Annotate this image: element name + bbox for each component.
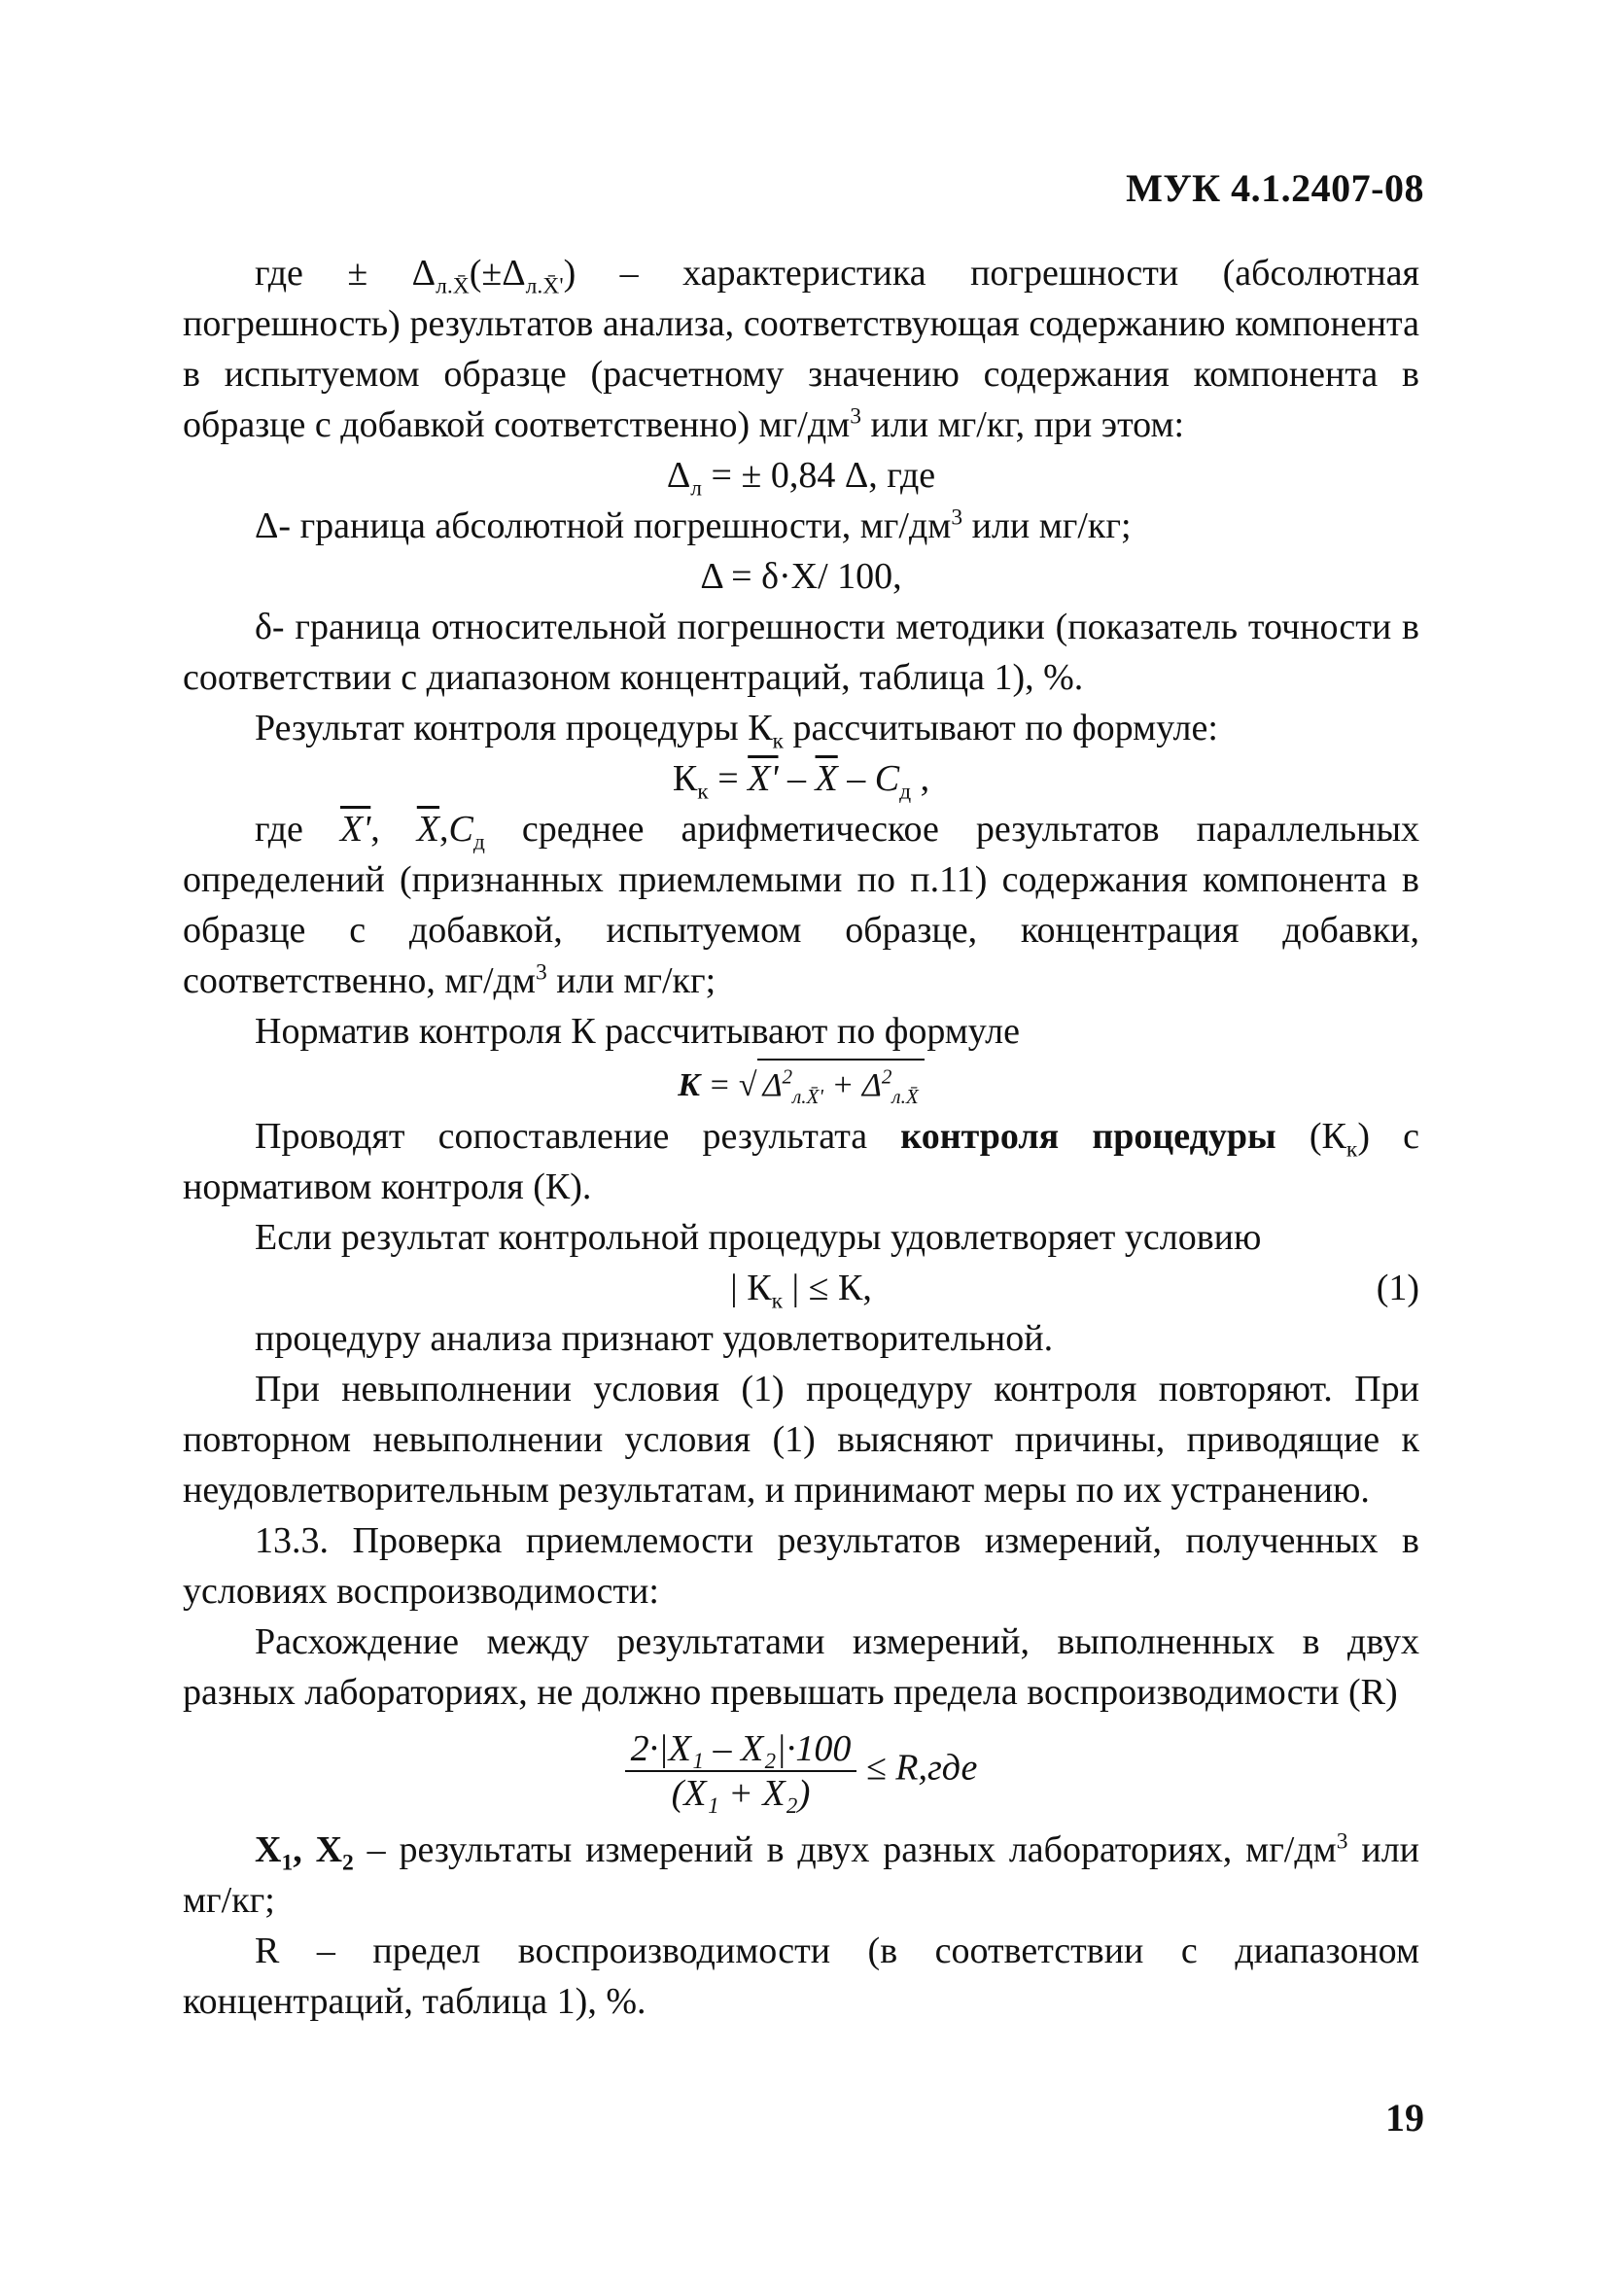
formula-k-sqrt [183, 1057, 1419, 1111]
formula-delta: Δ = δ·X/ 100, [700, 556, 902, 597]
paragraph-mean-definition: где X', $\overline{X},C_д$ среднее арифметическое результатов параллельных определений (признанных приемлемыми по п.11) содержания компонента в образце с добавкой, испытуемом образце, концентрация добавки, соответственно, $мг/дм^3$ или мг/кг; [183, 809, 1419, 1001]
paragraph-absolute-error-definition: где ± $\Delta_{л.X̄}(\pm\Delta_{л.X̄'})$ – характеристика погрешности (абсолютная погрешность) результатов анализа, соответствующая содержанию компонента в испытуемом образце (расчетному значению содержания компонента в образце с добавкой соответственно) $мг/дм^3$ или мг/кг, при этом: [183, 253, 1420, 445]
formula-condition-1: | $К_к$ | ≤ К, (1) [183, 1263, 1419, 1313]
delta-symbol: Δ [411, 253, 437, 294]
paragraph-satisfactory: процедуру анализа признают удовлетворительной. [255, 1318, 1054, 1360]
formula-delta-l: $\Delta_л$ = ± 0,84 Δ, где [666, 455, 936, 502]
page-number: 19 [1385, 2096, 1424, 2139]
sqrt-expression: K = √ $\Delta^2_{л.X̄'} + \Delta^2_{л.X̄}$ [678, 1059, 924, 1111]
paragraph-section-13-3: 13.3. Проверка приемлемости результатов измерений, полученных в условиях воспроизводимости: [183, 1520, 1419, 1613]
paragraph-r-definition: R – предел воспроизводимости (в соответствии с диапазоном концентраций, таблица 1), %. [183, 1931, 1419, 2023]
formula-kk: $К_к = X' - \overline{X} - C_д$ , [672, 758, 930, 805]
fraction: $\frac{\text{2·|X₁ – X₂|·100}}{\text{(X₁ + X₂)}}$ [625, 1727, 857, 1815]
paragraph-repeat-control: При невыполнении условия (1) процедуру контроля повторяют. При повторном невыполнении условия (1) выясняют причины, приводящие к неудовлетворительным результатам, и принимают меры по их устранению. [183, 1369, 1419, 1512]
paragraph-delta-relative: δ- граница относительной погрешности методики (показатель точности в соответствии с диапазоном концентраций, таблица 1), %. [183, 607, 1419, 698]
paragraph-k-norm-intro: Норматив контроля К рассчитывают по формуле [255, 1011, 1020, 1052]
paragraph-kk-intro: Результат контроля процедуры $К_к$ рассчитывают по формуле: [255, 708, 1218, 754]
page-body [183, 248, 1419, 2027]
document-code-header: МУК 4.1.2407-08 [1126, 166, 1424, 210]
paragraph-condition-intro: Если результат контрольной процедуры удовлетворяет условию [255, 1217, 1262, 1259]
paragraph-reproducibility: Расхождение между результатами измерений, выполненных в двух разных лабораториях, не должно превышать предела воспроизводимости (R) [183, 1621, 1419, 1714]
paragraph-comparison: Проводят сопоставление результата контроля процедуры $(К_к)$ с нормативом контроля (К). [183, 1116, 1419, 1208]
formula-reproducibility: $\frac{\text{2·|X₁ – X₂|·100}}{\text{(X₁ + X₂)}}$ ≤ R,где [183, 1727, 1419, 1815]
equation-number: (1) [1376, 1268, 1419, 1309]
paragraph-delta-boundary: Δ- граница абсолютной погрешности, $мг/дм^3$ или мг/кг; [255, 504, 1132, 546]
paragraph-x1-x2-definition: $X_1$, $X_2$ – результаты измерений в двух разных лабораториях, $мг/дм^3$ или мг/кг; [183, 1828, 1420, 1922]
